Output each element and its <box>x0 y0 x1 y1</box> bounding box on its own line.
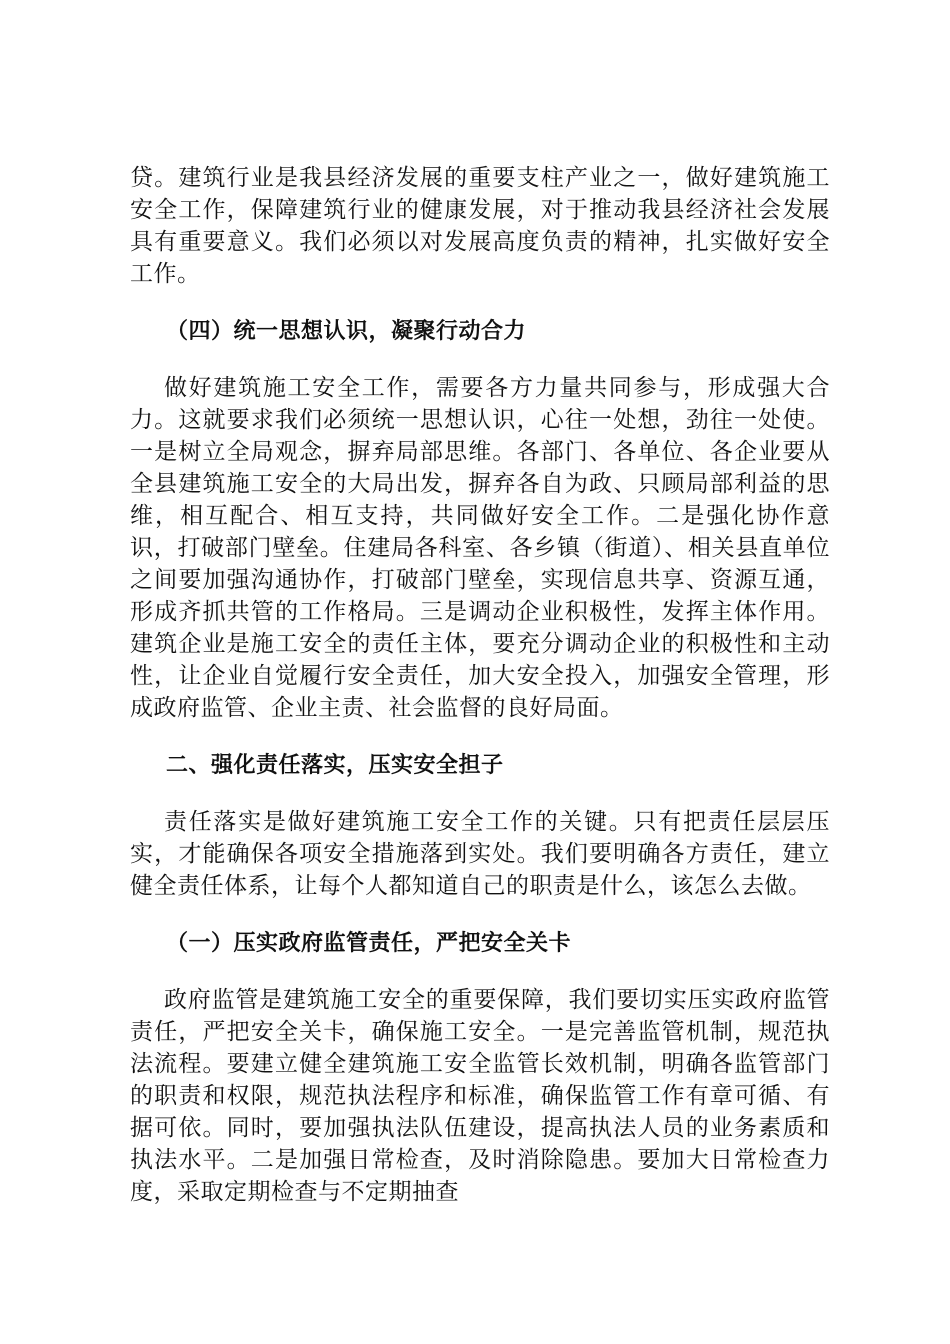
paragraph-responsibility: 责任落实是做好建筑施工安全工作的关键。只有把责任层层压实，才能确保各项安全措施落到实处。我们要明确各方责任，建立健全责任体系，让每个人都知道自己的职责是什么，该怎么去做。 <box>130 809 830 899</box>
section-heading-government-supervision: （一）压实政府监管责任，严把安全关卡 <box>166 931 572 956</box>
section-heading-responsibility: 二、强化责任落实，压实安全担子 <box>166 753 504 778</box>
document-body <box>130 162 830 1208</box>
paragraph-government-supervision: 政府监管是建筑施工安全的重要保障，我们要切实压实政府监管责任，严把安全关卡，确保施工安全。一是完善监管机制，规范执法流程。要建立健全建筑施工安全监管长效机制，明确各监管部门的职责和权限，规范执法程序和标准，确保监管工作有章可循、有据可依。同时，要加强执法队伍建设，提高执法人员的业务素质和执法水平。二是加强日常检查，及时消除隐患。要加大日常检查力度，采取定期检查与不定期抽查 <box>130 987 830 1205</box>
section-heading-unify-thinking: （四）统一思想认识，凝聚行动合力 <box>166 319 527 344</box>
paragraph-unify-thinking: 做好建筑施工安全工作，需要各方力量共同参与，形成强大合力。这就要求我们必须统一思想认识，心往一处想，劲往一处使。一是树立全局观念，摒弃局部思维。各部门、各单位、各企业要从全县建筑施工安全的大局出发，摒弃各自为政、只顾局部利益的思维，相互配合、相互支持，共同做好安全工作。二是强化协作意识，打破部门壁垒。住建局各科室、各乡镇（街道）、相关县直单位之间要加强沟通协作，打破部门壁垒，实现信息共享、资源互通，形成齐抓共管的工作格局。三是调动企业积极性，发挥主体作用。建筑企业是施工安全的责任主体，要充分调动企业的积极性和主动性，让企业自觉履行安全责任，加大安全投入，加强安全管理，形成政府监管、企业主责、社会监督的良好局面。 <box>130 375 830 721</box>
paragraph-continuation: 贷。建筑行业是我县经济发展的重要支柱产业之一，做好建筑施工安全工作，保障建筑行业的健康发展，对于推动我县经济社会发展具有重要意义。我们必须以对发展高度负责的精神，扎实做好安全工作。 <box>130 165 830 287</box>
